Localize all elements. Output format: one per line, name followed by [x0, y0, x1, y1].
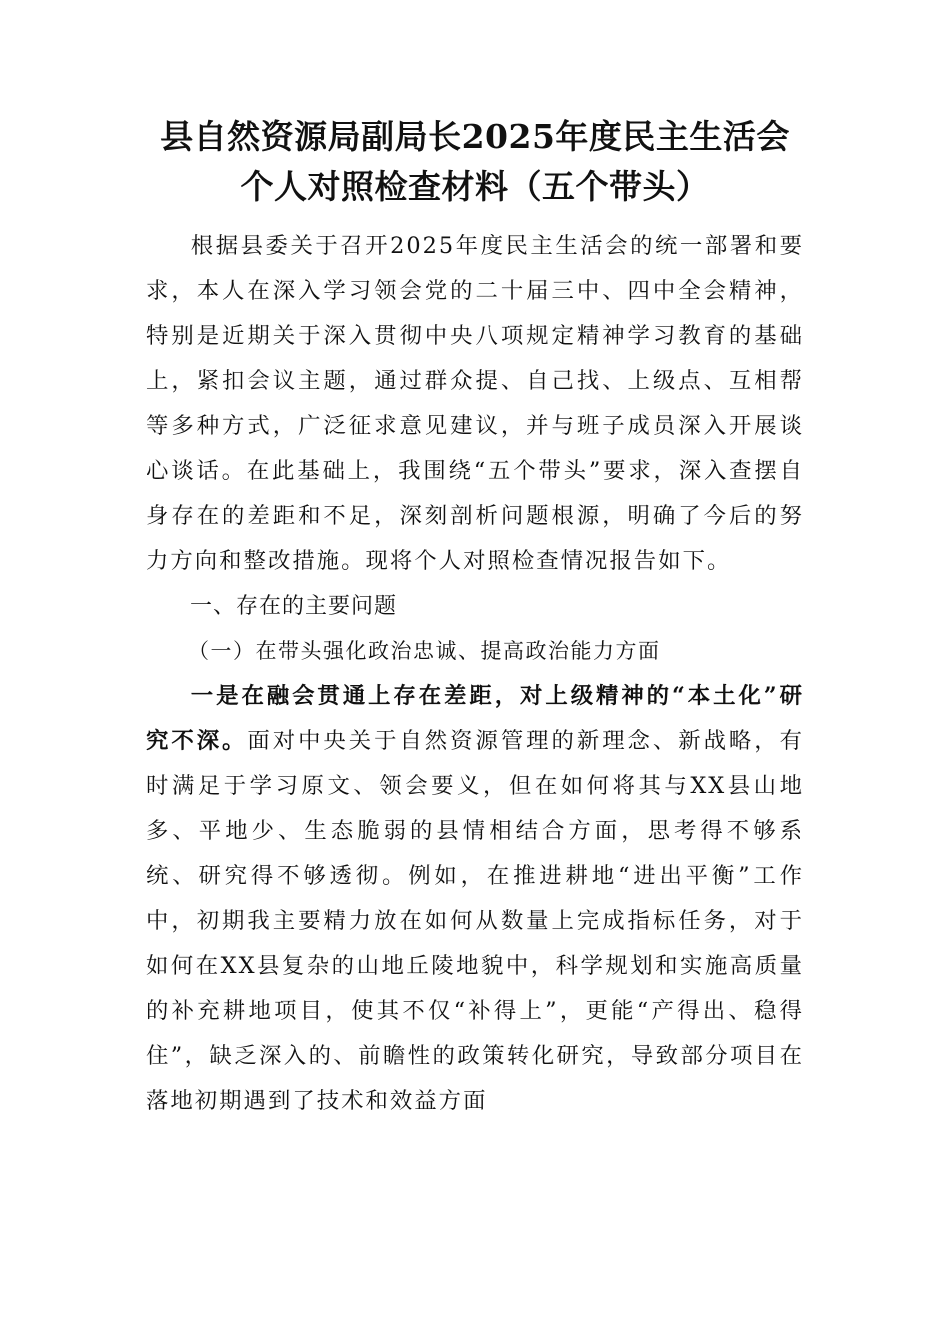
- section-heading: 一、存在的主要问题: [190, 594, 398, 619]
- title-line-1: 县自然资源局副局长2025年度民主生活会: [160, 117, 790, 156]
- subsection-heading: （一）在带头强化政治忠诚、提高政治能力方面: [188, 639, 661, 663]
- title-line-2: 个人对照检查材料（五个带头）: [240, 167, 710, 206]
- point-lead-sentence: 一是在融会贯通上存在差距，对上级精神的“本土化”研究不深。: [146, 683, 804, 754]
- point-body-text: 面对中央关于自然资源管理的新理念、新战略，有时满足于学习原文、领会要义，但在如何将其与XX县山地多、平地少、生态脆弱的县情相结合方面，思考得不够系统、研究得不够透彻。例如，在推进耕地“进出平衡”工作中，初期我主要精力放在如何从数量上完成指标任务，对于如何在XX县复杂的山地丘陵地貌中，科学规划和实施高质量的补充耕地项目，使其不仅“补得上”，更能“产得出、稳得住”，缺乏深入的、前瞻性的政策转化研究，导致部分项目在落地初期遇到了技术和效益方面: [146, 728, 805, 1114]
- intro-paragraph: 根据县委关于召开2025年度民主生活会的统一部署和要求，本人在深入学习领会党的二十届三中、四中全会精神，特别是近期关于深入贯彻中央八项规定精神学习教育的基础上，紧扣会议主题，通过群众提、自己找、上级点、互相帮等多种方式，广泛征求意见建议，并与班子成员深入开展谈心谈话。在此基础上，我围绕“五个带头”要求，深入查摆自身存在的差距和不足，深刻剖析问题根源，明确了今后的努力方向和整改措施。现将个人对照检查情况报告如下。: [146, 233, 804, 574]
- document-title: [100, 112, 850, 212]
- document-body: [146, 224, 804, 1124]
- point-paragraph: [146, 674, 804, 1124]
